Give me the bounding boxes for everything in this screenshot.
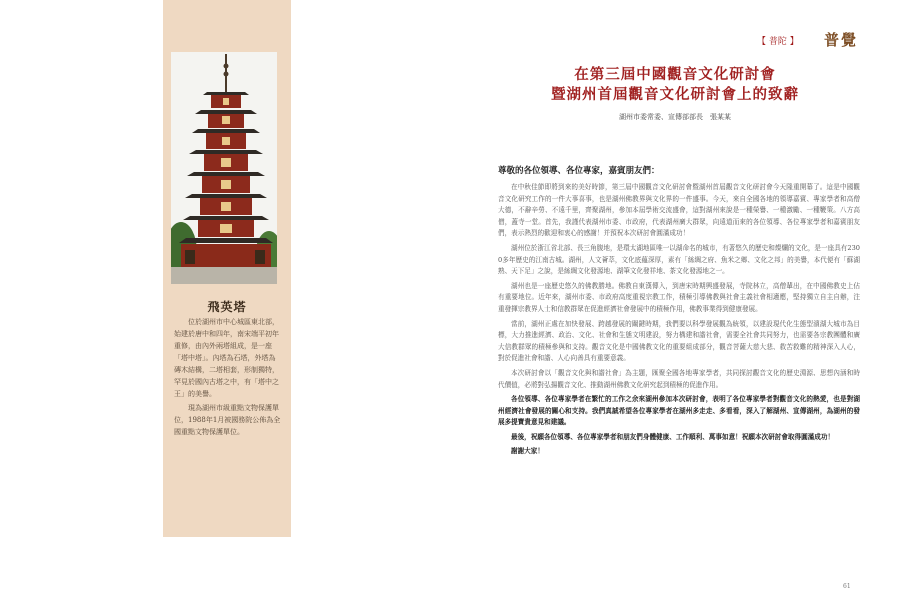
body-paragraph: 在中秋佳節即將到來的美好時節，第三屆中國觀音文化研討會暨湖州首屆觀音文化研討會今天隆重開幕了。這是中國觀音文化研究工作的一件大事喜事，也是湖州佛教界與文化界的一件盛事。今天，來自全國各地的領導嘉賓、專家學者和高僧大德，不辭辛勞、不遠千里，齊聚湖州，參加本屆學術交流盛會，這對湖州來說是一種榮譽、一種激勵、一種鞭策。八方高僧，蓋寺一堂。首先，我謹代表湖州市委、市政府，代表湖州廣大群眾，向遠道而來的各位領導、各位專家學者和嘉賓朋友們，表示熱烈的歡迎和衷心的感謝！并預祝本次研討會圓滿成功！ xyxy=(498,183,860,238)
sidebar-description xyxy=(174,316,282,440)
pagoda-photo xyxy=(171,52,277,284)
body-paragraph: 湖州也是一座歷史悠久的佛教勝地。佛教自東漢傳入，到唐宋時期興盛發展，寺院林立，高僧輩出，在中國佛教史上佔有重要地位。近年來，湖州市委、市政府高度重視宗教工作，積極引導佛教與社會主義社會相適應，堅持獨立自主自辦，注重發揮宗教界人士和信教群眾在促進經濟社會發展中的積極作用，佛教事業得到健康發展。 xyxy=(498,281,860,313)
body-paragraph: 當前，湖州正處在加快發展、跨越發展的關鍵時期，我們要以科學發展觀為統領，以建設現代化生態型濱湖大城市為目標，大力推進經濟、政治、文化、社會和生態文明建設，努力構建和諧社會，需要全社會共同努力，也需要各宗教團體和廣大信教群眾的積極參與和支持。觀音文化是中國佛教文化的重要組成部分，觀音菩薩大慈大悲、救苦救難的精神深入人心，對於促進社會和諧、人心向善具有重要意義。 xyxy=(498,319,860,363)
body-paragraph: 最後，祝願各位領導、各位專家學者和朋友們身體健康、工作順利、萬事如意！祝願本次研討會取得圓滿成功！ xyxy=(511,432,835,441)
sidebar-panel xyxy=(163,0,291,537)
article-title-line2: 暨湖州首屆觀音文化研討會上的致辭 xyxy=(551,86,799,103)
article-byline: 湖州市委常委、宣傳部部長 張某某 xyxy=(619,113,731,121)
sidebar-paragraph: 位於湖州市中心城區東北部，始建於唐中和四年，南宋端平初年重修，由內外兩塔組成，是一座「塔中塔」。內塔為石塔，外塔為磚木結構，二塔相套，形制獨特，罕見於國內古塔之中，有「塔中之王」的美譽。 xyxy=(174,318,279,398)
section-tag: 【 普陀 】 xyxy=(757,37,799,47)
article-body xyxy=(498,182,860,461)
article-greeting: 尊敬的各位領導、各位專家，嘉賓朋友們： xyxy=(498,166,660,176)
body-paragraph: 湖州位於浙江省北部、長三角腹地，是環太湖地區唯一以湖命名的城市，有著悠久的歷史和燦爛的文化，是一座具有2300多年歷史的江南古城。湖州，人文薈萃，文化底蘊深厚，素有「絲綢之府、魚米之鄉、文化之邦」的美譽，本代便有「蘇湖熟、天下足」之說，是絲綢文化發源地、湖筆文化發祥地、茶文化發源地之一。 xyxy=(498,243,860,276)
column-name: 普覺 xyxy=(824,31,859,49)
page-number: 61 xyxy=(843,583,851,590)
body-paragraph: 謝謝大家！ xyxy=(511,447,544,456)
sidebar-title: 飛英塔 xyxy=(207,300,247,314)
body-paragraph: 各位領導、各位專家學者在繁忙的工作之余來湖州參加本次研討會，表明了各位專家學者對觀音文化的熱愛，也是對湖州經濟社會發展的關心和支持。我們真誠希望各位專家學者在湖州多走走、多看看，深入了解湖州、宣傳湖州，為湖州的發展多提寶貴意見和建議。 xyxy=(498,395,860,427)
sidebar-paragraph: 現為湖州市級重點文物保護單位，1988年1月被國務院公佈為全國重點文物保護單位。 xyxy=(174,404,281,436)
body-paragraph: 本次研討會以「觀音文化與和諧社會」為主題，匯聚全國各地專家學者，共同探討觀音文化的歷史淵源、思想內涵和時代價值，必將對弘揚觀音文化、推動湖州佛教文化研究起到積極的促進作用。 xyxy=(498,368,860,389)
article-title-line1: 在第三屆中國觀音文化研討會 xyxy=(574,66,776,83)
